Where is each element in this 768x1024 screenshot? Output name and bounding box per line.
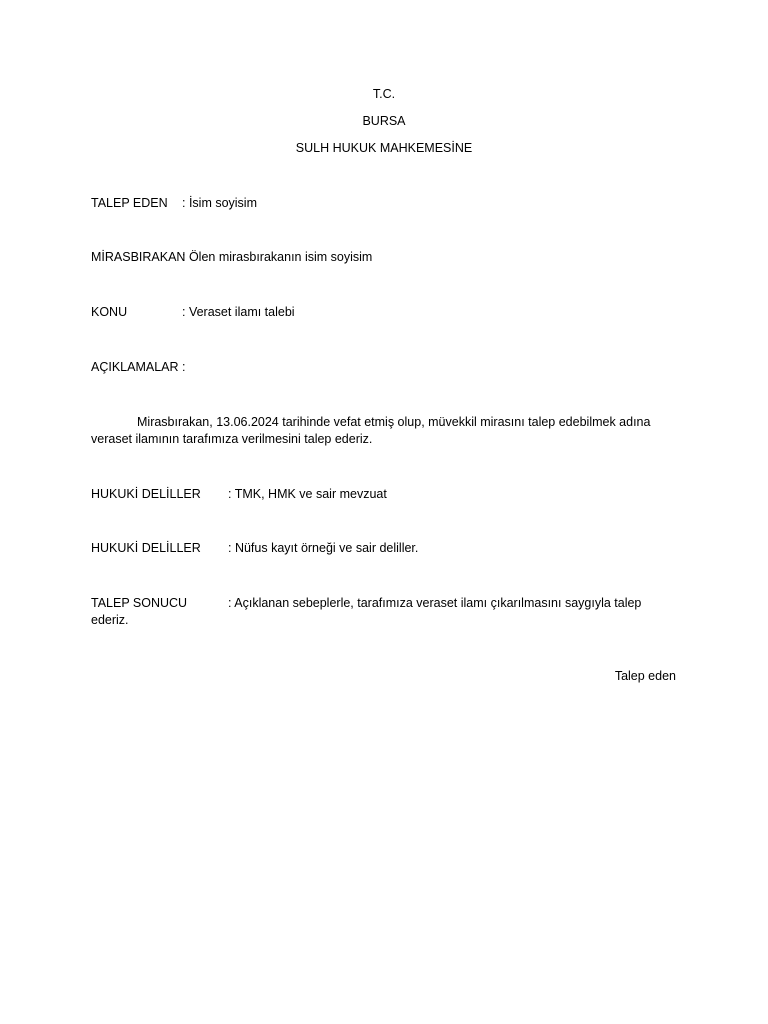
body-paragraph-line2: veraset ilamının tarafımıza verilmesini talep ederiz. (91, 432, 373, 446)
talep-eden-label: TALEP EDEN (91, 196, 168, 210)
hukuki-deliller-1-label: HUKUKİ DELİLLER (91, 487, 201, 501)
talep-sonucu-label: TALEP SONUCU (91, 596, 188, 610)
mirasbirakan-value: : Ölen mirasbırakanın isim soyisim (182, 250, 373, 264)
talep-eden-value: : İsim soyisim (182, 196, 257, 210)
hukuki-deliller-1-value: : TMK, HMK ve sair mevzuat (228, 487, 387, 501)
signature-label: Talep eden (614, 669, 676, 683)
hukuki-deliller-2-label: HUKUKİ DELİLLER (91, 541, 201, 555)
aciklamalar-label: AÇIKLAMALAR (91, 360, 179, 374)
konu-label: KONU (91, 305, 128, 319)
talep-sonucu-continuation: ederiz. (91, 613, 129, 627)
mirasbirakan-label: MİRASBIRAKAN (91, 250, 186, 264)
talep-sonucu-value: : Açıklanan sebeplerle, tarafımıza veraset ilamı çıkarılmasını saygıyla talep (228, 596, 642, 610)
header-tc: T.C. (372, 87, 396, 101)
header-city: BURSA (362, 114, 406, 128)
header-court: SULH HUKUK MAHKEMESİNE (295, 141, 473, 155)
body-paragraph-line1: Mirasbırakan, 13.06.2024 tarihinde vefat etmiş olup, müvekkil mirasını talep edebilmek adına (137, 415, 651, 429)
konu-value: : Veraset ilamı talebi (182, 305, 295, 319)
hukuki-deliller-2-value: : Nüfus kayıt örneği ve sair deliller. (228, 541, 419, 555)
aciklamalar-value: : (182, 360, 186, 374)
